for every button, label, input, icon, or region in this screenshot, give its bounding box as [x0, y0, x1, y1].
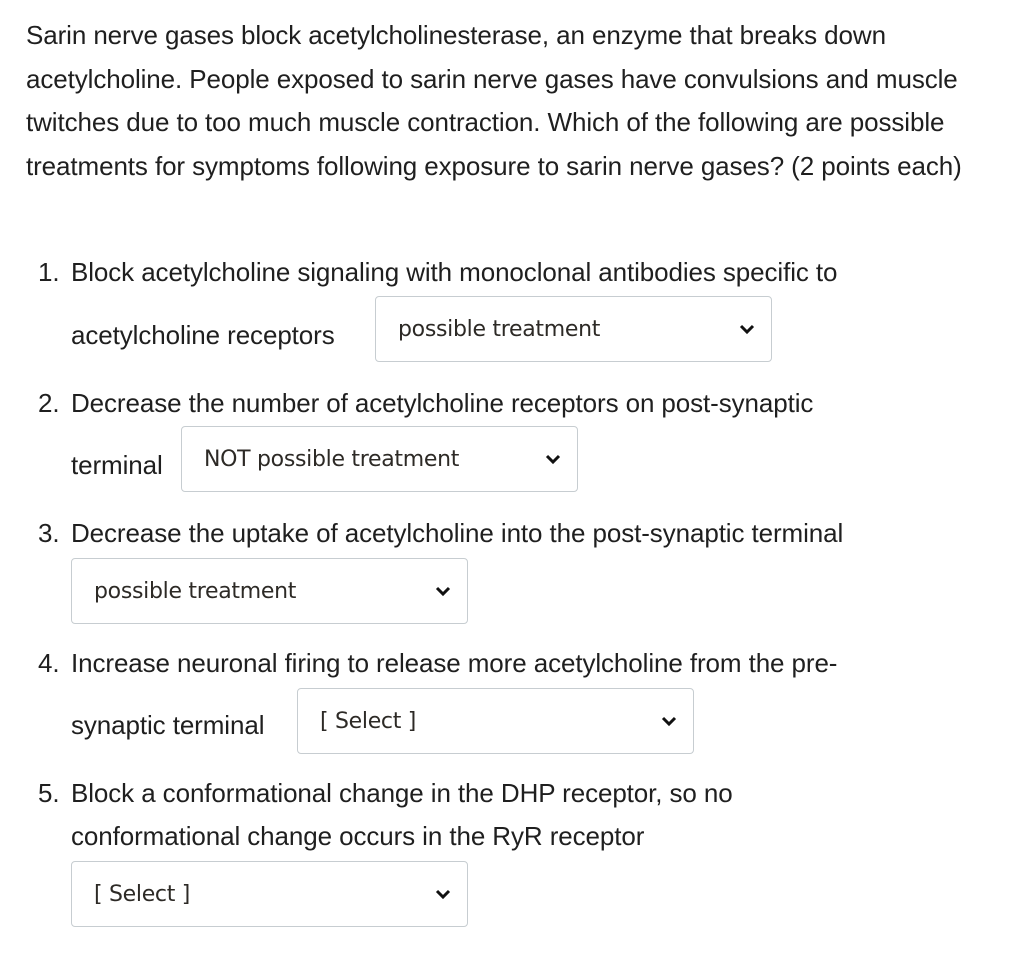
answer-select-1[interactable] [375, 296, 772, 362]
selected-value: [ Select ] [94, 881, 191, 907]
question-text: Block a conformational change in the DHP receptor, so no [71, 778, 733, 808]
selected-value: [ Select ] [320, 708, 417, 734]
question-number: 4. [38, 648, 60, 678]
answer-select-5[interactable] [71, 861, 468, 927]
question-text: Block acetylcholine signaling with monoclonal antibodies specific to [71, 257, 838, 287]
question-number: 3. [38, 518, 60, 548]
question-text-cont: acetylcholine receptors [71, 320, 335, 350]
answer-select-2[interactable] [181, 426, 578, 492]
selected-value: NOT possible treatment [204, 446, 460, 472]
question-number: 1. [38, 257, 60, 287]
question-text-cont: synaptic terminal [71, 710, 265, 740]
question-text-cont: terminal [71, 450, 163, 480]
chevron-down-icon [661, 715, 677, 727]
question-text: Decrease the number of acetylcholine receptors on post-synaptic [71, 388, 814, 418]
chevron-down-icon [435, 585, 451, 597]
answer-select-4[interactable] [297, 688, 694, 754]
chevron-down-icon [739, 323, 755, 335]
chevron-down-icon [435, 888, 451, 900]
answer-select-3[interactable] [71, 558, 468, 624]
question-text-cont: conformational change occurs in the RyR receptor [71, 821, 645, 851]
question-number: 2. [38, 388, 60, 418]
question-number: 5. [38, 778, 60, 808]
question-text: Decrease the uptake of acetylcholine into the post-synaptic terminal [71, 518, 844, 548]
question-text: Increase neuronal firing to release more acetylcholine from the pre- [71, 648, 838, 678]
chevron-down-icon [545, 453, 561, 465]
question-prompt: Sarin nerve gases block acetylcholinesterase, an enzyme that breaks down acetylcholine. People exposed to sarin nerve gases have convulsions and muscle twitches due to too much muscle contraction. Which of the following are possible treatments for symptoms following exposure to sarin nerve gases? (2 points each) [26, 20, 962, 181]
selected-value: possible treatment [94, 578, 297, 604]
selected-value: possible treatment [398, 316, 601, 342]
